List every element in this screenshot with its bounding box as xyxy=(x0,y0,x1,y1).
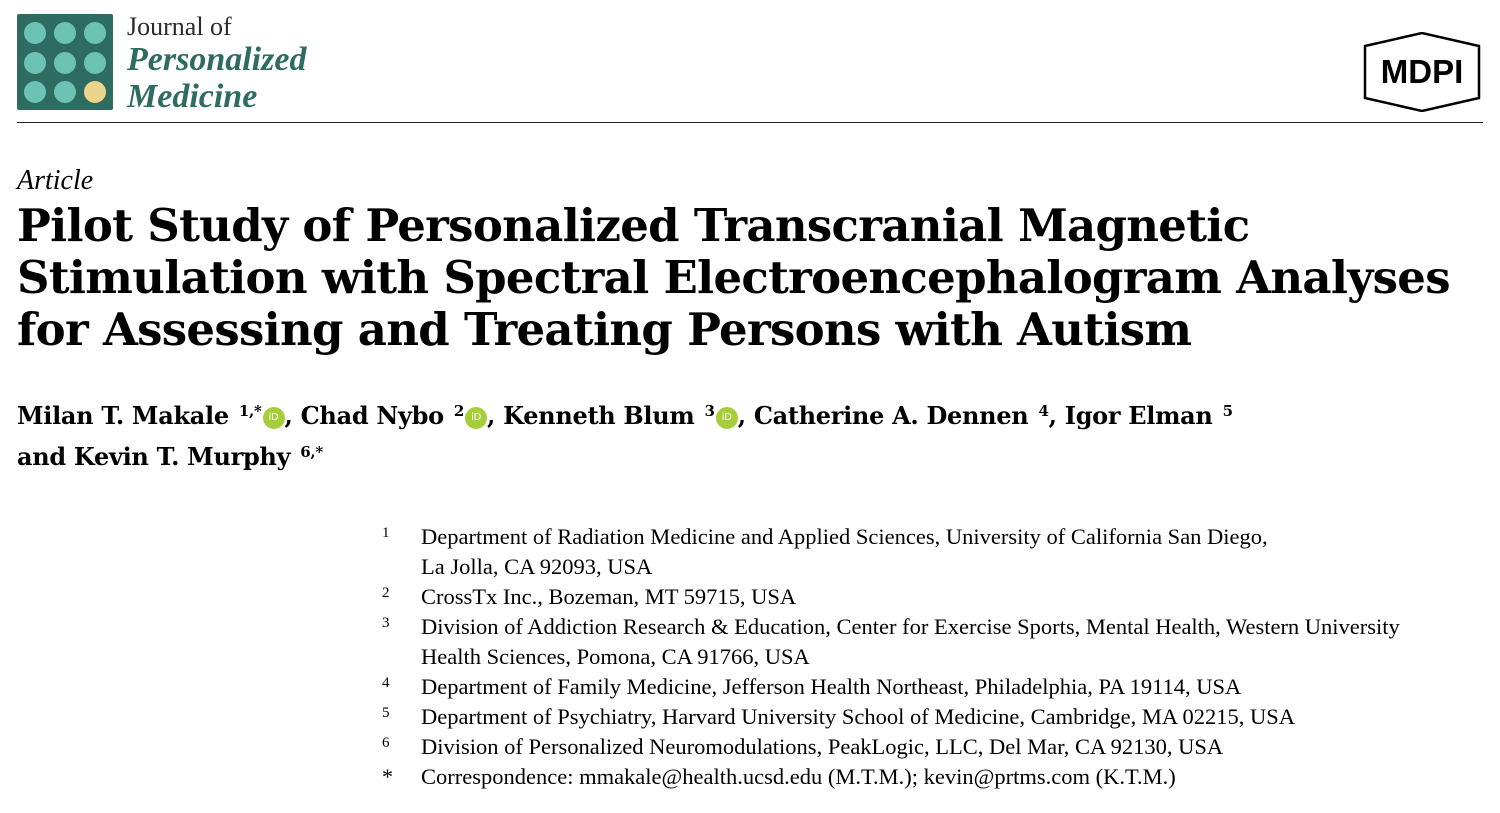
header-divider xyxy=(17,122,1483,123)
orcid-icon[interactable]: iD xyxy=(465,407,487,429)
author[interactable] xyxy=(1065,401,1233,430)
author-affiliation-marker: 6,* xyxy=(300,443,323,461)
mdpi-logo[interactable] xyxy=(1361,32,1483,112)
logo-dot xyxy=(54,52,76,74)
author-separator: , xyxy=(737,401,754,430)
affiliation-text: CrossTx Inc., Bozeman, MT 59715, USA xyxy=(421,584,797,609)
orcid-icon[interactable]: iD xyxy=(716,407,738,429)
author[interactable] xyxy=(17,442,323,471)
author-affiliation-marker: 4 xyxy=(1038,402,1049,420)
author[interactable] xyxy=(17,401,285,430)
author[interactable] xyxy=(301,401,487,430)
affiliation-row xyxy=(380,702,1495,732)
author-separator: , xyxy=(284,401,301,430)
journal-name-prefix: Journal of xyxy=(127,12,232,41)
author-separator: , xyxy=(487,401,504,430)
mdpi-logo-text: MDPI xyxy=(1380,53,1464,90)
author-name: Milan T. Makale xyxy=(17,401,229,430)
affiliation-row xyxy=(380,522,1495,582)
affiliation-row xyxy=(380,582,1495,612)
affiliation-list xyxy=(380,522,1495,792)
author-affiliation-marker: 3 xyxy=(704,402,715,420)
affiliation-number: 3 xyxy=(382,615,390,631)
journal-name[interactable] xyxy=(127,14,306,114)
journal-header xyxy=(17,12,1483,115)
affiliation-text: Department of Family Medicine, Jefferson Health Northeast, Philadelphia, PA 19114, USA xyxy=(421,674,1242,699)
logo-dot xyxy=(54,22,76,44)
affiliation-row xyxy=(380,672,1495,702)
logo-dot xyxy=(84,52,106,74)
affiliation-number: 6 xyxy=(382,735,390,751)
affiliation-text: Correspondence: mmakale@health.ucsd.edu (M.T.M.); kevin@prtms.com (K.T.M.) xyxy=(421,764,1176,789)
logo-dot-accent xyxy=(84,81,106,103)
author-affiliation-marker: 5 xyxy=(1222,402,1233,420)
author-affiliation-marker: 1,* xyxy=(238,402,262,420)
logo-dot xyxy=(54,81,76,103)
author-list xyxy=(17,393,1417,475)
affiliation-number: 2 xyxy=(382,585,390,601)
affiliation-text: Division of Addiction Research & Education, Center for Exercise Sports, Mental Health, Western University Health Sciences, Pomona, CA 91766, USA xyxy=(421,614,1400,669)
article-title: Pilot Study of Personalized Transcranial Magnetic Stimulation with Spectral Electroencephalogram Analyses for Assessing and Treating Persons with Autism xyxy=(17,199,1450,356)
affiliation-row xyxy=(380,732,1495,762)
affiliation-text: Department of Psychiatry, Harvard University School of Medicine, Cambridge, MA 02215, USA xyxy=(421,704,1296,729)
author-name: and Kevin T. Murphy xyxy=(17,442,291,471)
affiliation-number: 4 xyxy=(382,675,390,691)
journal-name-line2: Medicine xyxy=(127,78,258,115)
author[interactable] xyxy=(754,401,1049,430)
author-affiliation-marker: 2 xyxy=(453,402,465,420)
author-separator: , xyxy=(1048,401,1065,430)
journal-logo xyxy=(17,14,113,110)
logo-dot xyxy=(24,22,46,44)
correspondence-row xyxy=(380,762,1495,792)
logo-dot xyxy=(84,22,106,44)
logo-dot xyxy=(24,52,46,74)
logo-dot xyxy=(24,81,46,103)
affiliation-text: Department of Radiation Medicine and Applied Sciences, University of California San Diego, La Jolla, CA 92093, USA xyxy=(421,524,1268,579)
affiliation-row xyxy=(380,612,1495,672)
affiliation-number: 1 xyxy=(382,525,390,541)
article-type: Article xyxy=(17,165,94,196)
affiliation-number: 5 xyxy=(382,705,390,721)
author-name: Chad Nybo xyxy=(300,401,444,430)
orcid-icon[interactable]: iD xyxy=(263,407,285,429)
author-name: Igor Elman xyxy=(1064,401,1213,430)
journal-name-line1: Personalized xyxy=(127,41,307,78)
author-name: Catherine A. Dennen xyxy=(753,401,1029,430)
affiliation-number: * xyxy=(382,764,393,789)
affiliation-text: Division of Personalized Neuromodulations, PeakLogic, LLC, Del Mar, CA 92130, USA xyxy=(421,734,1224,759)
author[interactable] xyxy=(503,401,738,430)
author-name: Kenneth Blum xyxy=(503,401,695,430)
